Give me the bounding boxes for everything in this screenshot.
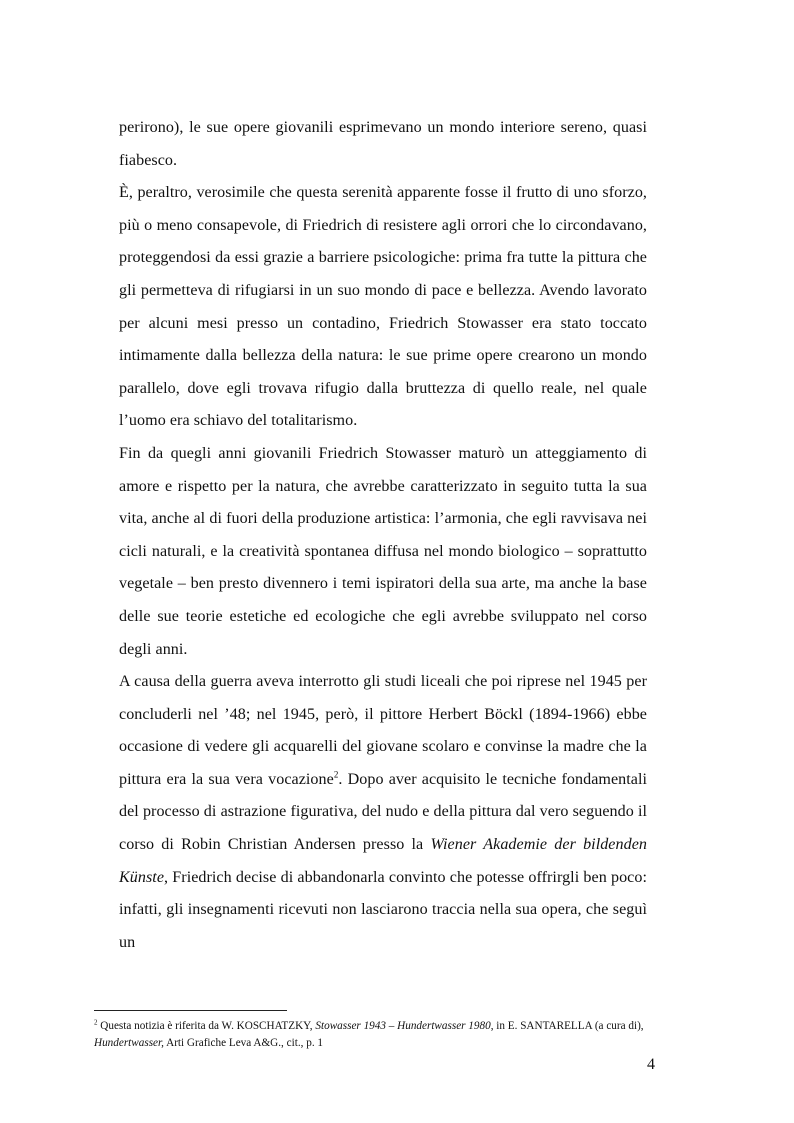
- paragraph-3: Fin da quegli anni giovanili Friedrich Stowasser maturò un atteggiamento di amore e rispetto per la natura, che avrebbe caratterizzato in seguito tutta la sua vita, anche al di fuori della produzione artistica: l’armonia, che egli ravvisava nei cicli naturali, e la creatività spontanea diffusa nel mondo biologico – soprattutto vegetale – ben presto divennero i temi ispiratori della sua arte, ma anche la base delle sue teorie estetiche ed ecologiche che egli avrebbe sviluppato nel corso degli anni.: [119, 444, 647, 658]
- paragraph-4-part-a: A causa della guerra aveva interrotto gli studi liceali che poi riprese nel 1945 per concluderli nel ’48; nel 1945, però, il pittore Herbert Böckl (1894-1966) ebbe occasione di vedere gli acquarelli del giovane scolaro e convinse la madre che la pittura era la sua vera vocazione: [119, 673, 647, 788]
- footnote-title-a: Stowasser 1943 – Hundertwasser 1980: [315, 1020, 491, 1032]
- footnote-text-b: , in E. SANTARELLA (a cura di),: [490, 1020, 644, 1032]
- page-number: 4: [647, 1056, 655, 1073]
- footnote-separator: [94, 1010, 287, 1011]
- footnote: [94, 1018, 664, 1052]
- paragraph-2: È, peraltro, verosimile che questa serenità apparente fosse il frutto di uno sforzo, più o meno consapevole, di Friedrich di resistere agli orrori che lo circondavano, proteggendosi da essi grazie a barriere psicologiche: prima fra tutte la pittura che gli permetteva di rifugiarsi in un suo mondo di pace e bellezza. Avendo lavorato per alcuni mesi presso un contadino, Friedrich Stowasser era stato toccato intimamente dalla bellezza della natura: le sue prime opere crearono un mondo parallelo, dove egli trovava rifugio dalla bruttezza di quello reale, nel quale l’uomo era schiavo del totalitarismo.: [119, 184, 647, 430]
- footnote-text-a: Questa notizia è riferita da W. KOSCHATZKY,: [97, 1020, 316, 1032]
- paragraph-4: [119, 666, 647, 959]
- footnote-number: 2: [94, 1018, 98, 1027]
- footnote-title-b: Hundertwasser,: [94, 1037, 164, 1049]
- paragraph-4-part-b: . Dopo aver acquisito le tecniche fondamentali del processo di astrazione figurativa, del nudo e della pittura dal vero seguendo il corso di Robin Christian Andersen presso la: [119, 770, 647, 854]
- footnote-reference[interactable]: 2: [333, 769, 339, 780]
- body-text: [119, 112, 647, 959]
- paragraph-1: perirono), le sue opere giovanili esprimevano un mondo interiore sereno, quasi fiabesco.: [119, 119, 647, 169]
- footnote-text-c: Arti Grafiche Leva A&G., cit., p. 1: [163, 1037, 324, 1049]
- paragraph-4-part-c: , Friedrich decise di abbandonarla convinto che potesse offrirgli ben poco: infatti, gli insegnamenti ricevuti non lasciarono traccia nella sua opera, che seguì un: [119, 868, 647, 951]
- academy-name: Wiener Akademie der bildenden Künste: [119, 836, 647, 886]
